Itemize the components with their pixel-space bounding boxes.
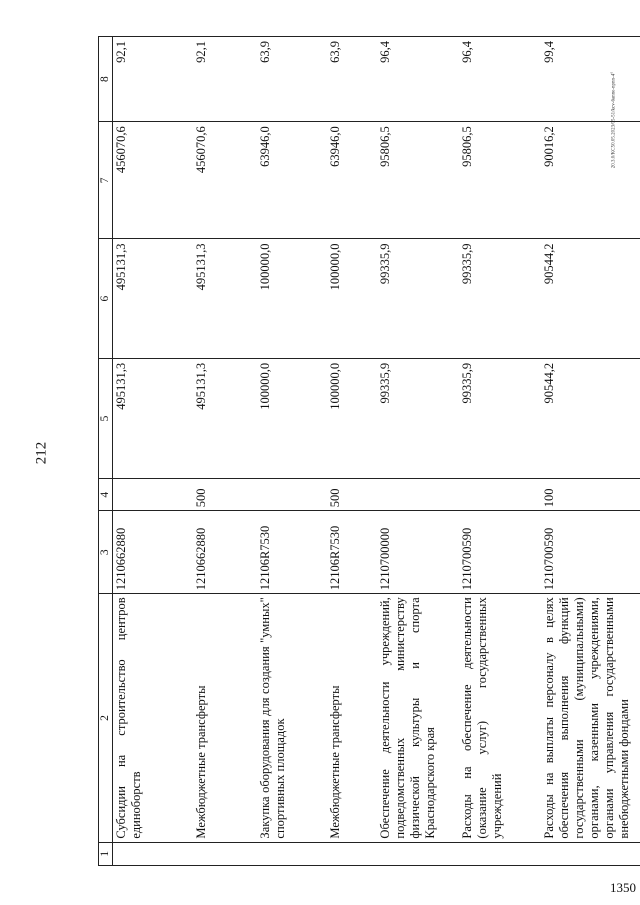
expense-name-cell: Межбюджетные трансферты [193, 594, 257, 842]
expense-type-cell [459, 479, 541, 511]
value-cell: 495131,3 [193, 239, 257, 358]
table-row [541, 37, 640, 866]
table-row [193, 37, 257, 866]
footer-code: 20.3.0/KC50.05.2023/05-51/kcv-6anne-npnn-4° [611, 71, 617, 169]
value-cell: 456070,6 [193, 122, 257, 239]
row-index-cell [193, 842, 257, 865]
percent-cell: 63,9 [327, 37, 377, 122]
value-cell: 495131,3 [193, 358, 257, 478]
target-code-cell: 1210700000 [377, 511, 459, 594]
target-code-cell: 12106R7530 [257, 511, 327, 594]
value-cell: 90544,2 [541, 358, 640, 478]
value-cell: 90544,2 [541, 239, 640, 358]
expense-type-cell [257, 479, 327, 511]
table-row [113, 37, 194, 866]
value-cell: 100000,0 [257, 358, 327, 478]
expense-type-cell: 500 [327, 479, 377, 511]
percent-cell: 63,9 [257, 37, 327, 122]
value-cell: 95806,5 [377, 122, 459, 239]
page-number: 212 [33, 441, 50, 465]
column-number: 5 [99, 358, 113, 478]
table-row [327, 37, 377, 866]
table-row [459, 37, 541, 866]
expense-type-cell [377, 479, 459, 511]
percent-cell: 99,4 [541, 37, 640, 122]
expense-name-cell: Расходы на выплаты персоналу в целях обеспечения выполнения функций государственными (муниципальными) органами, казенными учреждениями, органами управления государственными внебюджетными фондами [541, 594, 640, 842]
budget-table [98, 36, 640, 866]
column-number: 6 [99, 239, 113, 358]
percent-cell: 92,1 [193, 37, 257, 122]
value-cell: 99335,9 [459, 239, 541, 358]
value-cell: 100000,0 [257, 239, 327, 358]
target-code-cell: 1210700590 [459, 511, 541, 594]
table-row [377, 37, 459, 866]
value-cell: 100000,0 [327, 239, 377, 358]
target-code-cell: 12106R7530 [327, 511, 377, 594]
value-cell: 100000,0 [327, 358, 377, 478]
target-code-cell: 1210662880 [113, 511, 194, 594]
expense-type-cell [113, 479, 194, 511]
value-cell: 456070,6 [113, 122, 194, 239]
table-row [257, 37, 327, 866]
row-index-cell [257, 842, 327, 865]
column-number: 3 [99, 511, 113, 594]
value-cell: 99335,9 [377, 358, 459, 478]
column-number: 7 [99, 122, 113, 239]
value-cell: 90016,2 [541, 122, 640, 239]
value-cell: 63946,0 [327, 122, 377, 239]
expense-name-cell: Закупка оборудования для создания "умных" спортивных площадок [257, 594, 327, 842]
expense-name-cell: Обеспечение деятельности учреждений, подведомственных министерству физической культуры и спорта Краснодарского края [377, 594, 459, 842]
column-number: 1 [99, 842, 113, 865]
target-code-cell: 1210662880 [193, 511, 257, 594]
expense-name-cell: Расходы на обеспечение деятельности (оказание услуг) государственных учреждений [459, 594, 541, 842]
value-cell: 495131,3 [113, 358, 194, 478]
value-cell: 99335,9 [377, 239, 459, 358]
row-index-cell [113, 842, 194, 865]
percent-cell: 96,4 [377, 37, 459, 122]
expense-name-cell: Субсидии на строительство центров единоборств [113, 594, 194, 842]
header-row [99, 37, 113, 866]
row-index-cell [459, 842, 541, 865]
expense-type-cell: 100 [541, 479, 640, 511]
row-index-cell [377, 842, 459, 865]
target-code-cell: 1210700590 [541, 511, 640, 594]
expense-name-cell: Межбюджетные трансферты [327, 594, 377, 842]
row-index-cell [327, 842, 377, 865]
value-cell: 63946,0 [257, 122, 327, 239]
percent-cell: 92,1 [113, 37, 194, 122]
expense-type-cell: 500 [193, 479, 257, 511]
percent-cell: 96,4 [459, 37, 541, 122]
document-number: 1350 [610, 880, 636, 895]
column-number: 4 [99, 479, 113, 511]
value-cell: 99335,9 [459, 358, 541, 478]
value-cell: 495131,3 [113, 239, 194, 358]
column-number: 2 [99, 594, 113, 842]
value-cell: 95806,5 [459, 122, 541, 239]
row-index-cell [541, 842, 640, 865]
column-number: 8 [99, 37, 113, 122]
